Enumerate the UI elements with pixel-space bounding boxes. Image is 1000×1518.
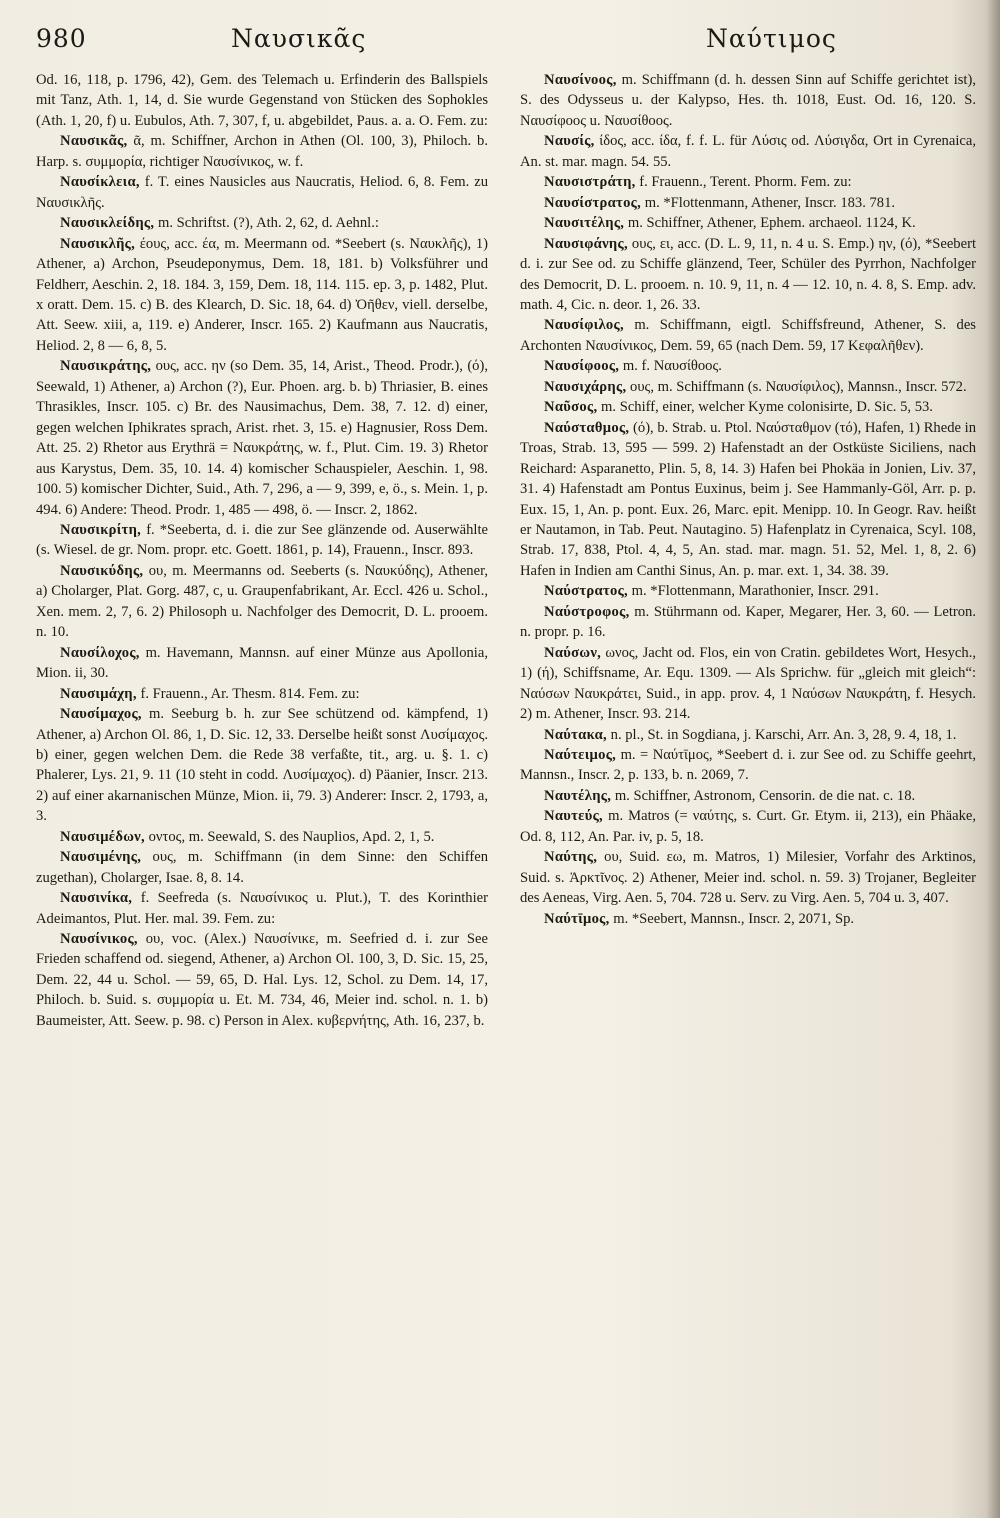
dictionary-entry [36,213,488,233]
dictionary-entry [36,929,488,1031]
dictionary-entry [36,356,488,520]
dictionary-entry [36,643,488,684]
entry-headword: Ναυσίφιλος, [544,317,624,334]
dictionary-entry [520,725,976,745]
right-running-headword: Ναύτιμος [706,24,837,53]
entry-text: m. Schiffmann (d. h. dessen Sinn auf Schiffe gerichtet ist), S. des Odysseus u. der Kalypso, Hes. th. 1018, Eust. Od. 16, 120. S. Ναυσίφοος u. Ναυσίθοος. [520,72,976,129]
dictionary-entry [36,827,488,847]
entry-headword: Ναυσίλοχος, [60,644,140,661]
entry-headword: Ναυσιμάχη, [60,685,137,702]
entry-headword: Ναύτειμος, [544,746,617,763]
entry-headword: Ναυσίφοος, [544,358,620,375]
left-running-headword: Ναυσικᾶς [231,24,367,53]
entry-text: f. Seefreda (s. Ναυσίνικος u. Plut.), T. des Korinthier Adeimantos, Plut. Her. mal. 39. Fem. zu: [36,890,488,927]
dictionary-entry [520,909,976,929]
dictionary-entry [36,561,488,643]
entry-text: (ό), b. Strab. u. Ptol. Ναύσταθμον (τό), Hafen, 1) Rhede in Troas, Strab. 13, 595 — 599. 2) Hafenstadt an der Ostküste Siciliens, nach Reichard: Asparanetto, Plin. 5, 8, 14. 3) Hafen bei Phokäa in Jonien, Liv. 37, 31. 4) Hafenstadt am Pontus Euxinus, beim j. See Hammanly-Göl, Arr. p. p. Eux. 15, 1, An. p. pont. Eux. 26, Marc. epit. Menipp. 10. In Geogr. Rav. heißt er Nautamon, in Tab. Peut. Nautagino. 5) Hafenplatz in Cyrenaica, Scyl. 108, Strab. 17, 838, Ptol. 4, 4, 5, An. stad. mar. magn. 51. 52, Mel. 1, 8, 2. 6) Hafen in Indien am Canthi Sinus, An. p. mar. ext. 1, 34. 38. 39. [520,419,976,579]
entry-headword: Ναυσινίκα, [60,890,133,907]
entry-text: ους, m. Schiffmann (in dem Sinne: den Schiffen zugethan), Cholarger, Isae. 8, 8. 14. [36,849,488,886]
entry-text: m. *Flottenmann, Marathonier, Inscr. 291. [628,583,879,600]
entry-text: m. Seeburg b. h. zur See schützend od. kämpfend, 1) Athener, a) Archon Ol. 86, 1, D. Sic. 12, 33. Derselbe heißt sonst Λυσίμαχος. b) einer, gegen welchen Dem. die Rede 38 verfaßte, tit., arg. u. §. 1. c) Phalerer, Lys. 21, 9. 11 (10 steht in codd. Λυσίμαχος). d) Päanier, Inscr. 213. 2) auf einer akarnanischen Münze, Mion. ii, 79. 3) Anderer: Inscr. 2, 1793, a, 3. [36,706,488,825]
dictionary-entry [520,847,976,908]
entry-headword: Ναυσικύδης, [60,562,144,579]
text-columns [36,70,978,1490]
entry-text: ίδος, acc. ίδα, f. f. L. für Λύσις od. Λύσιγδα, Ort in Cyrenaica, An. st. mar. magn. 54. 55. [520,133,976,170]
dictionary-entry [520,418,976,582]
dictionary-entry [36,234,488,357]
entry-headword: Ναυσιμέδων, [60,828,145,845]
dictionary-entry [520,602,976,643]
entry-headword: Ναυσιχάρης, [544,378,627,395]
dictionary-entry [520,581,976,601]
right-column [520,70,976,1490]
entry-text: m. Schriftst. (?), Ath. 2, 62, d. Aehnl.: [154,215,379,232]
entry-headword: Ναυτεύς, [544,808,604,825]
dictionary-entry [520,377,976,397]
page-header [36,18,970,64]
entry-headword: Ναυσίνοος, [544,72,617,88]
entry-headword: Ναυσίς, [544,133,595,150]
left-column [36,70,488,1490]
dictionary-entry [36,520,488,561]
entry-text: ους, acc. ην (so Dem. 35, 14, Arist., Theod. Prodr.), (ό), Seewald, 1) Athener, a) Archon (?), Eur. Phoen. arg. b. b) Thriasier, B. eines Thrasikles, Inscr. 105. c) Br. des Nausimachus, Dem. 38, 7. 12. d) einer, gegen welchen Iphikrates sprach, Arist. rhet. 3, 15. e) Hagnusier, Ross Dem. Att. 25. 2) Rhetor aus Erythrä = Ναυκράτης, w. f., Plut. Cim. 19. 3) Rhetor aus Karystus, Dem. 35, 10. 14. 4) komischer Schauspieler, Aeschin. 1, 98. 100. 5) komischer Dichter, Suid., Ath. 7, 296, a — 9, 399, e, ö., s. Mein. 1, p. 494. 6) Andere: Theod. Prodr. 1, 485 — 498, ö. — Inscr. 2, 1862. [36,358,488,518]
dictionary-entry [36,704,488,827]
entry-text: m. = Ναύτῑμος, *Seebert d. i. zur See od. zu Schiffe geehrt, Mannsn., Inscr. 2, p. 133, b. n. 2069, 7. [520,746,976,784]
entry-headword: Ναυσικρίτη, [60,521,142,538]
entry-headword: Ναυσικράτης, [60,358,152,375]
entry-headword: Ναυσικλείδης, [60,215,155,232]
entry-headword: Ναυσιμένης, [60,849,142,866]
entry-headword: Ναυσιστράτη, [544,174,636,191]
entry-headword: Ναυσικᾶς, [60,133,128,150]
dictionary-entry [520,745,976,786]
entry-text: ωνος, Jacht od. Flos, ein von Cratin. gebildetes Wort, Hesych., 1) (ή), Schiffsname, Ar. Equ. 1309. — Als Sprichw. für „gleich mit gleich“: Ναύσων Ναυκράτει, Suid., in app. prov. 4, 1 Ναύσων Ναυκράτη, f. Hesych. 2) m. Athener, Inscr. 93. 214. [520,644,976,723]
entry-text: οντος, m. Seewald, S. des Nauplios, Apd. 2, 1, 5. [144,828,435,845]
entry-text: n. pl., St. in Sogdiana, j. Karschi, Arr. An. 3, 28, 9. 4, 18, 1. [607,726,957,743]
entry-text: m. Schiffner, Astronom, Censorin. de die nat. c. 18. [611,787,916,804]
dictionary-entry [520,213,976,233]
entry-text: m. Stührmann od. Kaper, Megarer, Her. 3, 60. — Letron. n. propr. p. 16. [520,603,976,641]
dictionary-entry [520,356,976,376]
entry-text: f. *Seeberta, d. i. die zur See glänzende od. Auserwählte (s. Wiesel. de gr. Nom. propr. etc. Goett. 1861, p. 14), Frauenn., Inscr. 893. [36,521,488,559]
entry-headword: Ναύτῑμος, [544,910,610,927]
entry-text: Od. 16, 118, p. 1796, 42), Gem. des Telemach u. Erfinderin des Ballspiels mit Tanz, Ath. 1, 14, d. Sie wurde Gegenstand von Stücken des Sophokles (Ath. 1, 20, f) u. Eubulos, Ath. 7, 307, f, u. abgebildet, Paus. a. a. O. Fem. zu: [36,72,488,129]
entry-headword: Ναύτακα, [544,726,608,743]
dictionary-entry [36,172,488,213]
entry-headword: Ναύστρατος, [544,583,629,600]
entry-text: m. Havemann, Mannsn. auf einer Münze aus Apollonia, Mion. ii, 30. [36,644,488,682]
entry-text: m. f. Ναυσίθοος. [619,358,722,375]
entry-text: f. Frauenn., Ar. Thesm. 814. Fem. zu: [136,685,360,702]
entry-text: m. Schiffner, Athener, Ephem. archaeol. 1124, K. [624,215,916,232]
entry-headword: Ναυσιτέλης, [544,215,625,232]
dictionary-entry [520,397,976,417]
entry-text: ους, ει, acc. (D. L. 9, 11, n. 4 u. S. Emp.) ην, (ό), *Seebert d. i. zur See od. zu Schiffe glänzend, Teer, Schüler des Pyrrhon, Nachfolger des Democrit, D. L. prooem. n. 10. 9, 11, n. 4 — 12. 10, n. 4. 8, S. Emp. adv. math. 4, Cic. n. deor. 1, 26. 33. [520,235,976,313]
entry-headword: Ναῦσος, [544,399,598,416]
entry-headword: Ναυσίστρατος, [544,194,642,211]
entry-text: ου, Suid. εω, m. Matros, 1) Milesier, Vorfahr des Arktinos, Suid. s. Ἀρκτῖνος. 2) Athener, Meier ind. schol. n. 59. 3) Trojaner, Begleiter des Aeneas, Virg. Aen. 5, 704. 728 u. Serv. zu Virg. Aen. 5, 704 u. 3, 407. [520,849,976,907]
page-binding-shadow [986,0,1000,1518]
entry-text: ου, voc. (Alex.) Ναυσίνικε, m. Seefried d. i. zur See Frieden schaffend od. siegend, Athener, a) Archon Ol. 100, 3, D. Sic. 15, 25, Dem. 22, 44 u. Schol. — 59, 65, D. Hal. Lys. 12, Schol. zu Dem. 14, 17, Philoch. b. Suid. s. συμμορία u. Et. M. 734, 46, Meier ind. schol. n. 1. b) Baumeister, Att. Seew. p. 98. c) Person in Alex. κυβερνήτης, Ath. 16, 237, b. [36,931,488,1029]
entry-text: m. Schiff, einer, welcher Kyme colonisirte, D. Sic. 5, 53. [597,399,933,416]
entry-headword: Ναύσταθμος, [544,419,630,436]
entry-text: m. *Seebert, Mannsn., Inscr. 2, 2071, Sp. [609,910,855,927]
dictionary-entry [520,193,976,213]
entry-headword: Ναυσίκλεια, [60,174,140,191]
dictionary-entry [520,315,976,356]
entry-text: ους, m. Schiffmann (s. Ναυσίφιλος), Mannsn., Inscr. 572. [626,378,967,395]
entry-headword: Ναύσων, [544,644,602,661]
dictionary-entry [36,847,488,888]
dictionary-entry [520,131,976,172]
dictionary-entry [520,234,976,316]
entry-headword: Ναυσικλῆς, [60,235,136,252]
entry-headword: Ναυσίμαχος, [60,706,142,723]
entry-text: f. Frauenn., Terent. Phorm. Fem. zu: [635,174,852,191]
dictionary-entry [36,684,488,704]
entry-headword: Ναύτης, [544,849,598,866]
dictionary-entry [36,888,488,929]
entry-text: m. *Flottenmann, Athener, Inscr. 183. 781. [641,194,896,211]
page-number: 980 [36,24,87,53]
dictionary-entry [520,70,976,131]
entry-headword: Ναύστροφος, [544,603,630,620]
dictionary-entry [520,806,976,847]
entry-text: f. T. eines Nausicles aus Naucratis, Heliod. 6, 8. Fem. zu Ναυσικλῆς. [36,174,488,211]
dictionary-entry [520,643,976,725]
entry-headword: Ναυτέλης, [544,787,612,804]
entry-headword: Ναυσιφάνης, [544,235,628,252]
dictionary-entry [520,172,976,192]
entry-text: ᾶ, m. Schiffner, Archon in Athen (Ol. 100, 3), Philoch. b. Harp. s. συμμορία, richtiger Ναυσίνικος, w. f. [36,133,488,170]
entry-headword: Ναυσίνικος, [60,931,138,948]
dictionary-entry [520,786,976,806]
dictionary-entry [36,70,488,131]
entry-text: m. Matros (= ναύτης, s. Curt. Gr. Etym. ii, 213), ein Phäake, Od. 8, 112, An. Par. iv, p. 5, 18. [520,808,976,845]
dictionary-entry [36,131,488,172]
entry-text: ου, m. Meermanns od. Seeberts (s. Ναυκύδης), Athener, a) Cholarger, Plat. Gorg. 487, c, u. Graupenfabrikant, Ar. Eccl. 426 u. Schol., Xen. mem. 2, 7, 6. 2) Philosoph u. Nachfolger des Democrit, D. L. prooem. n. 10. [36,562,488,641]
entry-text: m. Schiffmann, eigtl. Schiffsfreund, Athener, S. des Archonten Ναυσίνικος, Dem. 59, 65 (nach Dem. 59, 17 Κεφαλῆθεν). [520,317,976,354]
entry-text: έους, acc. έα, m. Meermann od. *Seebert (s. Ναυκλῆς), 1) Athener, a) Archon, Pseudeponymus, Dem. 18, 181. b) Volksführer und Feldherr, Aeschin. 2, 18. 184. 3, 159, Dem. 18, 114. 115. ep. 3, p. 1482, Plut. x oratt. Dem. 15. c) B. des Klearch, D. Sic. 18, 64. d) Ὀῆθεν, viell. derselbe, Att. Seew. xiii, a, 119. e) Anderer, Inscr. 165. 2) Kaufmann aus Naucratis, Heliod. 2, 8 — 6, 8, 5. [36,235,488,354]
